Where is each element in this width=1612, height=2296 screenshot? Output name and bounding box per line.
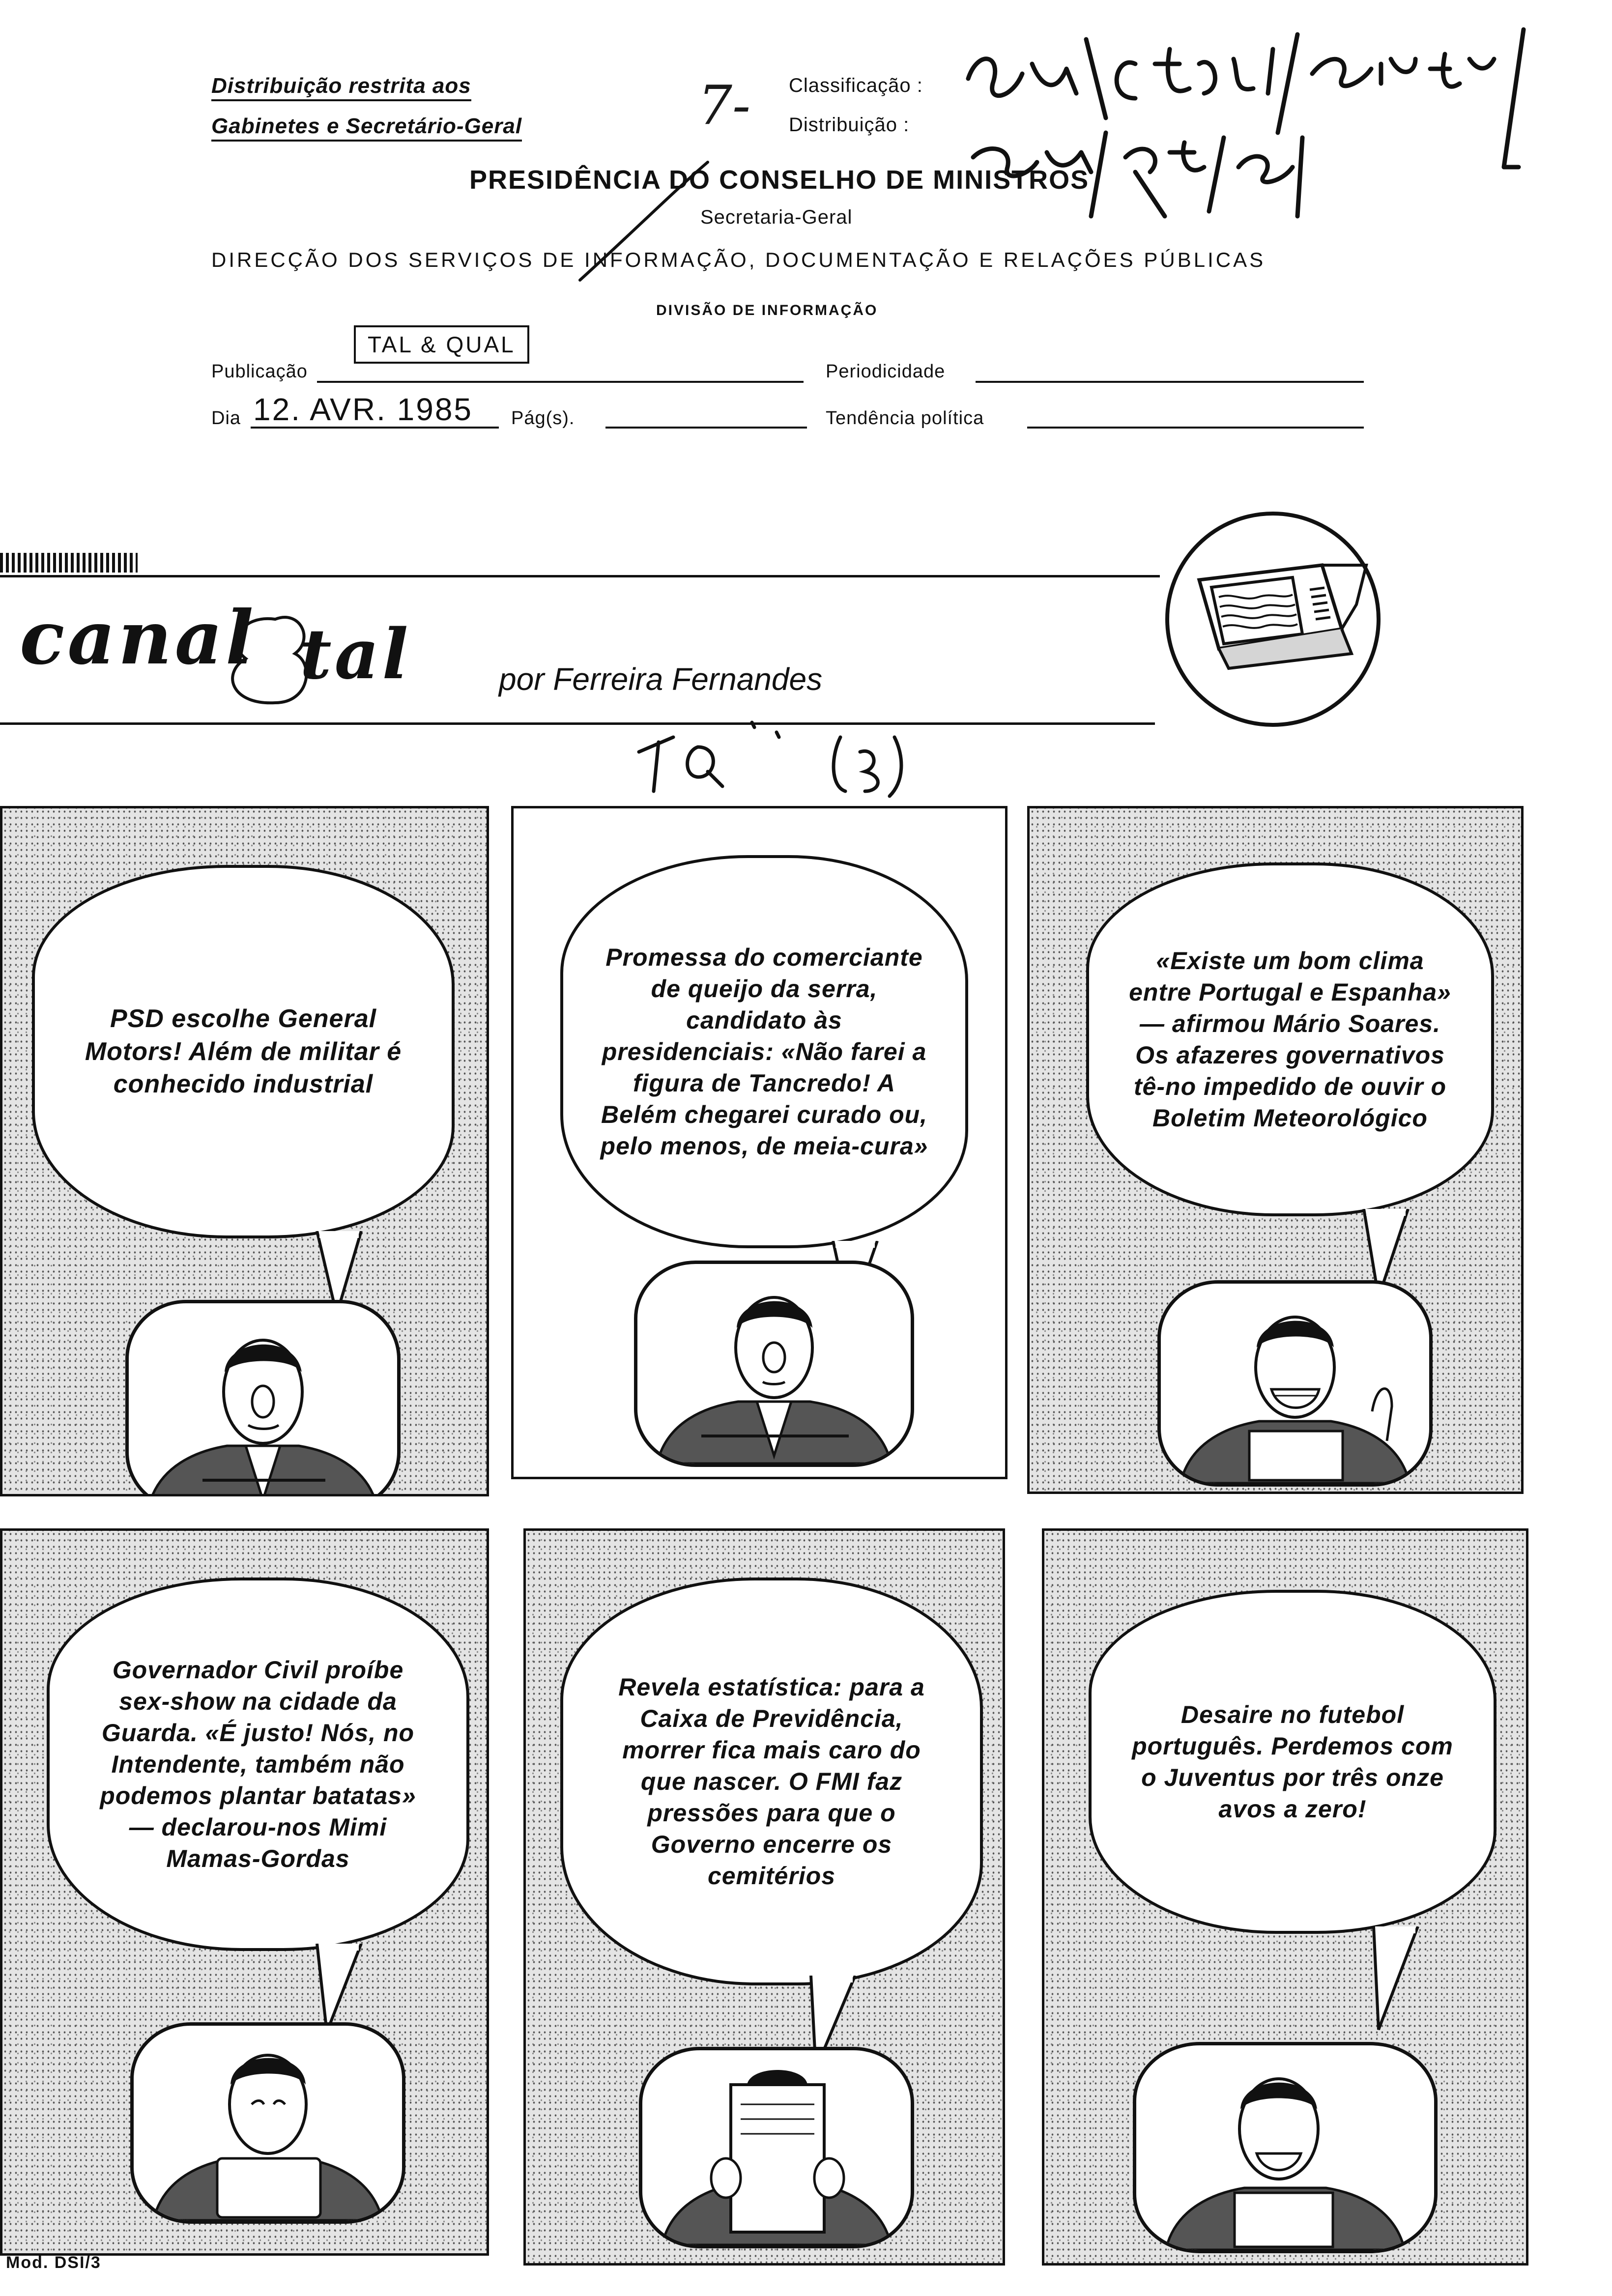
document-subtitle: Secretaria-Geral (700, 206, 853, 228)
presenter-figure-3 (1161, 1284, 1429, 1483)
speech-bubble-2: Promessa do comerciante de queijo da serra, candidato às presidenciais: «Não farei a figura de Tancredo! A Belém chegarei curado ou, pelo menos, de meia-cura» (560, 855, 968, 1248)
dia-line (251, 427, 499, 429)
document-title: PRESIDÊNCIA DO CONSELHO DE MINISTROS (469, 165, 1090, 195)
periodicidade-label: Periodicidade (826, 361, 946, 382)
comic-panel-2 (511, 806, 1008, 1479)
presenter-figure-6 (1136, 2045, 1434, 2250)
speech-bubble-6: Desaire no futebol português. Perdemos com o Juventus por três onze avos a zero! (1089, 1590, 1497, 1934)
comic-panel-6 (1042, 1528, 1528, 2266)
banner-logo-tal: tal (300, 614, 411, 695)
tv-screen-1 (125, 1300, 401, 1496)
publicacao-line (317, 381, 804, 383)
division-label: DIVISÃO DE INFORMAÇÃO (656, 302, 878, 318)
tv-screen-3 (1157, 1280, 1433, 1487)
speech-tail-6 (1364, 1926, 1433, 2035)
pags-line (605, 427, 807, 429)
tv-screen-6 (1133, 2042, 1438, 2253)
restriction-note-line2: Gabinetes e Secretário-Geral (211, 114, 522, 142)
model-code: Mod. DSI/3 (6, 2253, 101, 2272)
publicacao-stamp: TAL & QUAL (354, 325, 529, 364)
dia-stamp: 12. AVR. 1985 (253, 392, 473, 427)
banner-top-rule (0, 575, 1160, 577)
tv-logo-illustration (1145, 506, 1401, 732)
speech-bubble-1: PSD escolhe General Motors! Além de militar é conhecido industrial (32, 865, 455, 1238)
classificacao-label: Classificação : (789, 75, 923, 96)
pags-label: Pág(s). (511, 408, 575, 429)
handwritten-number: 7- (698, 74, 751, 137)
speech-bubble-3: «Existe um bom clima entre Portugal e Espanha» — afirmou Mário Soares. Os afazeres governativos tê-no impedido de ouvir o Boletim Meteorológico (1086, 862, 1494, 1216)
comic-panel-1 (0, 806, 489, 1496)
speech-bubble-5: Revela estatística: para a Caixa de Previdência, morrer fica mais caro do que nascer. O FMI faz pressões para que o Governo encerre os cemitérios (560, 1578, 983, 1985)
banner-bottom-rule (0, 722, 1155, 725)
tv-screen-2 (634, 1261, 914, 1467)
handwritten-annotations (958, 20, 1573, 226)
banner-logo-canal: canal (20, 595, 257, 681)
tv-screen-5 (639, 2047, 914, 2248)
tv-screen-4 (130, 2022, 405, 2224)
handwritten-initials (629, 708, 934, 801)
presenter-figure-4 (134, 2026, 402, 2220)
periodicidade-line (976, 381, 1364, 383)
presenter-figure-5 (642, 2050, 911, 2245)
speech-bubble-4: Governador Civil proíbe sex-show na cidade da Guarda. «É justo! Nós, no Intendente, também não podemos plantar batatas» — declarou-nos Mimi Mamas-Gordas (47, 1578, 469, 1951)
dia-label: Dia (211, 408, 241, 429)
distribuicao-label: Distribuição : (789, 114, 910, 136)
restriction-note-line1: Distribuição restrita aos (211, 74, 471, 101)
directorate-line: DIRECÇÃO DOS SERVIÇOS DE INFORMAÇÃO, DOCUMENTAÇÃO E RELAÇÕES PÚBLICAS (211, 248, 1266, 271)
comic-panel-5 (523, 1528, 1005, 2266)
tendencia-line (1027, 427, 1364, 429)
publicacao-label: Publicação (211, 361, 308, 382)
presenter-figure-1 (129, 1303, 397, 1496)
presenter-figure-2 (637, 1264, 911, 1464)
banner-texture (0, 553, 138, 573)
comic-panel-4 (0, 1528, 489, 2256)
byline: por Ferreira Fernandes (499, 661, 823, 697)
comic-panel-3 (1027, 806, 1524, 1494)
tendencia-label: Tendência política (826, 408, 984, 429)
